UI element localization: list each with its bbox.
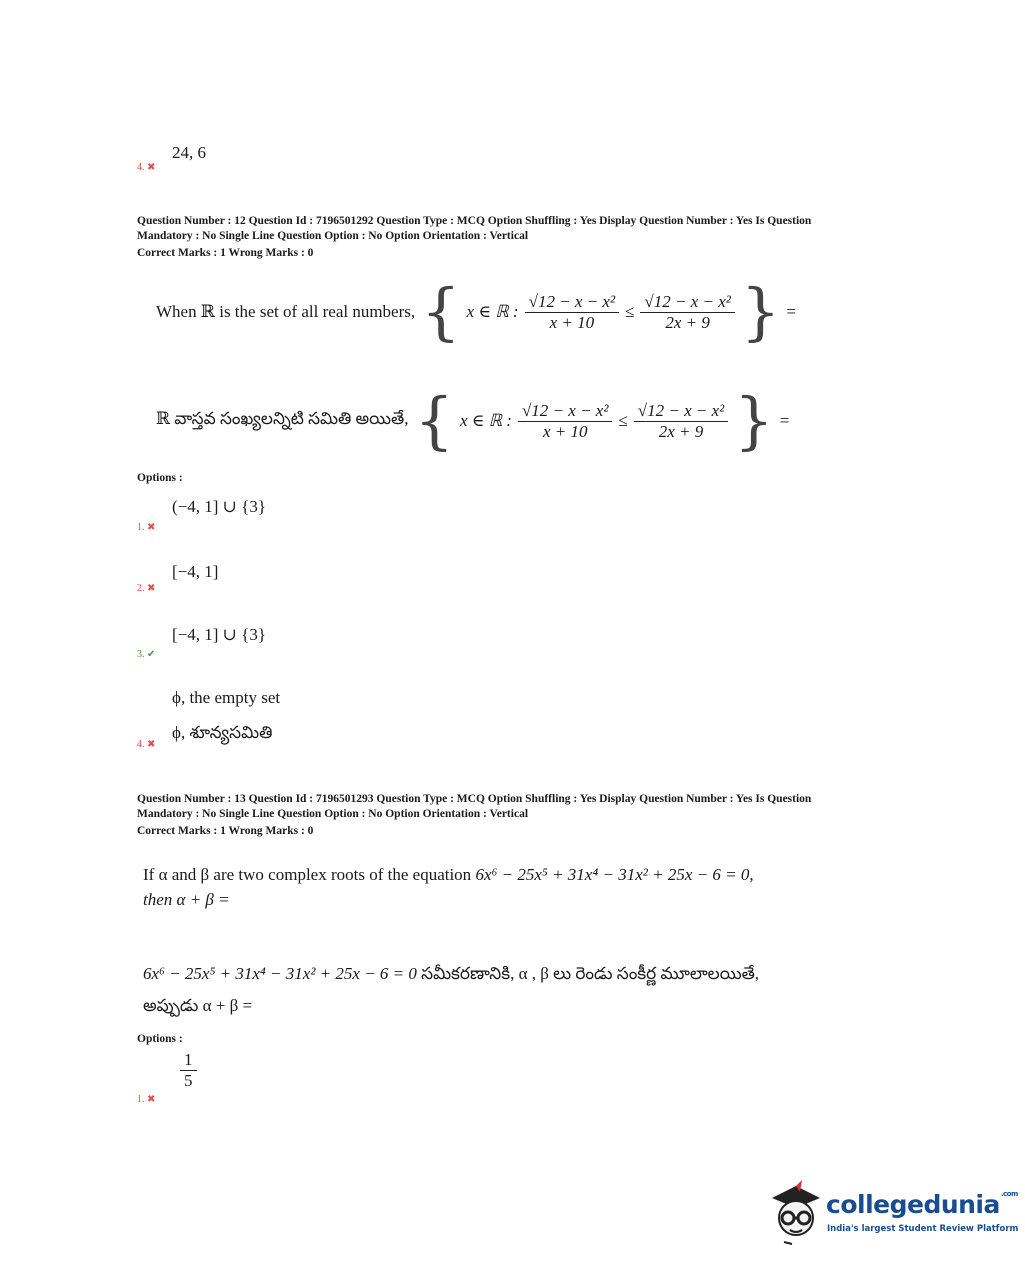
q12-option-4-text: ϕ, the empty set bbox=[172, 688, 281, 707]
fraction-1-numerator: √12 − x − x² bbox=[518, 401, 612, 422]
fraction-1-numerator: √12 − x − x² bbox=[525, 292, 619, 313]
wrong-icon: ✖ bbox=[147, 162, 156, 173]
fraction-1 bbox=[518, 401, 612, 442]
fraction-2 bbox=[634, 401, 728, 442]
q12-meta-line1: Question Number : 12 Question Id : 7196501292 Question Type : MCQ Option Shuffling : Yes Display Question Number : Yes Is Question bbox=[137, 215, 812, 227]
prev-option-marker bbox=[137, 162, 155, 173]
q12-options-label: Options : bbox=[137, 472, 183, 484]
q12-english-question bbox=[156, 275, 796, 348]
q13-english-line2: then α + β = bbox=[143, 890, 230, 909]
wrong-icon: ✖ bbox=[147, 1094, 156, 1105]
q13-equation: 6x⁶ − 25x⁵ + 31x⁴ − 31x² + 25x − 6 = 0, bbox=[475, 865, 754, 884]
q12-meta-line3: Correct Marks : 1 Wrong Marks : 0 bbox=[137, 247, 314, 259]
q12-option-1-marker bbox=[137, 522, 155, 533]
right-brace: } bbox=[740, 275, 781, 348]
q13-telugu-equation: 6x⁶ − 25x⁵ + 31x⁴ − 31x² + 25x − 6 = 0 bbox=[143, 964, 417, 983]
set-variable: x ∈ ℝ : bbox=[459, 411, 512, 430]
q12-option-3-text: [−4, 1] ∪ {3} bbox=[172, 625, 266, 644]
q12-telugu-question bbox=[156, 384, 790, 457]
q13-telugu-line1 bbox=[143, 958, 759, 990]
q13-option-1-text bbox=[180, 1050, 197, 1091]
fraction-2-numerator: √12 − x − x² bbox=[634, 401, 728, 422]
q13-meta-line2: Mandatory : No Single Line Question Option : No Option Orientation : Vertical bbox=[137, 808, 529, 820]
leq-symbol: ≤ bbox=[625, 302, 635, 321]
q13-english-question bbox=[143, 862, 754, 912]
collegedunia-logo bbox=[766, 1176, 1019, 1248]
fraction-1-denominator: x + 10 bbox=[542, 421, 588, 441]
equals-symbol: = bbox=[786, 302, 796, 321]
q12-english-prefix: When ℝ is the set of all real numbers, bbox=[156, 302, 416, 321]
wrong-icon: ✖ bbox=[147, 739, 156, 750]
q13-telugu-suffix: సమీకరణానికి, α , β లు రెండు సంకీర్ణ మూలాలయితే, bbox=[421, 964, 760, 983]
q12-meta bbox=[137, 214, 877, 261]
prev-option-text: 24, 6 bbox=[172, 143, 206, 162]
q12-meta-line2: Mandatory : No Single Line Question Option : No Option Orientation : Vertical bbox=[137, 230, 529, 242]
q13-english-prefix: If α and β are two complex roots of the equation bbox=[143, 865, 472, 884]
q12-option-2-text: [−4, 1] bbox=[172, 562, 219, 581]
fraction-2-denominator: 2x + 9 bbox=[665, 312, 710, 332]
q13-meta bbox=[137, 792, 877, 839]
fraction-2-denominator: 2x + 9 bbox=[658, 421, 704, 441]
fraction-denominator: 5 bbox=[184, 1071, 193, 1090]
option-number: 1. bbox=[137, 1094, 145, 1105]
option-number: 4. bbox=[137, 162, 145, 173]
q12-option-4-marker bbox=[137, 739, 155, 750]
fraction-2-numerator: √12 − x − x² bbox=[640, 292, 734, 313]
left-brace: { bbox=[421, 275, 461, 348]
q13-options-label: Options : bbox=[137, 1033, 183, 1045]
fraction-1 bbox=[525, 292, 619, 333]
q13-meta-line3: Correct Marks : 1 Wrong Marks : 0 bbox=[137, 825, 314, 837]
logo-suffix: .com bbox=[1000, 1190, 1018, 1198]
q12-option-3-marker bbox=[137, 649, 155, 660]
q12-option-4-telugu-text: ϕ, శూన్యసమితి bbox=[172, 723, 273, 742]
option-number: 4. bbox=[137, 739, 145, 750]
left-brace: { bbox=[414, 384, 454, 457]
q13-telugu-question bbox=[143, 958, 759, 1022]
fraction bbox=[180, 1050, 197, 1091]
fraction-1-denominator: x + 10 bbox=[549, 312, 595, 332]
set-variable: x ∈ ℝ : bbox=[466, 302, 519, 321]
check-icon: ✔ bbox=[147, 649, 156, 660]
q13-english-line1 bbox=[143, 862, 754, 887]
option-number: 2. bbox=[137, 583, 145, 594]
q13-option-1-marker bbox=[137, 1094, 155, 1105]
wrong-icon: ✖ bbox=[147, 522, 156, 533]
q12-option-1-text: (−4, 1] ∪ {3} bbox=[172, 497, 266, 516]
wrong-icon: ✖ bbox=[147, 583, 156, 594]
option-number: 3. bbox=[137, 649, 145, 660]
q13-telugu-line2: అప్పుడు α + β = bbox=[143, 996, 253, 1015]
fraction-numerator: 1 bbox=[180, 1050, 197, 1071]
logo-wordmark bbox=[826, 1190, 1018, 1219]
right-brace: } bbox=[734, 384, 774, 457]
q12-option-2-marker bbox=[137, 583, 155, 594]
leq-symbol: ≤ bbox=[618, 411, 628, 430]
student-mascot-icon bbox=[766, 1178, 824, 1246]
logo-name: collegedunia bbox=[826, 1190, 1000, 1219]
equals-symbol: = bbox=[779, 411, 790, 430]
logo-tagline: India's largest Student Review Platform bbox=[827, 1224, 1019, 1234]
q12-telugu-prefix: ℝ వాస్తవ సంఖ్యలన్నిటి సమితి అయితే, bbox=[156, 409, 409, 428]
q13-meta-line1: Question Number : 13 Question Id : 7196501293 Question Type : MCQ Option Shuffling : Yes Display Question Number : Yes Is Question bbox=[137, 793, 812, 805]
option-number: 1. bbox=[137, 522, 145, 533]
fraction-2 bbox=[640, 292, 734, 333]
